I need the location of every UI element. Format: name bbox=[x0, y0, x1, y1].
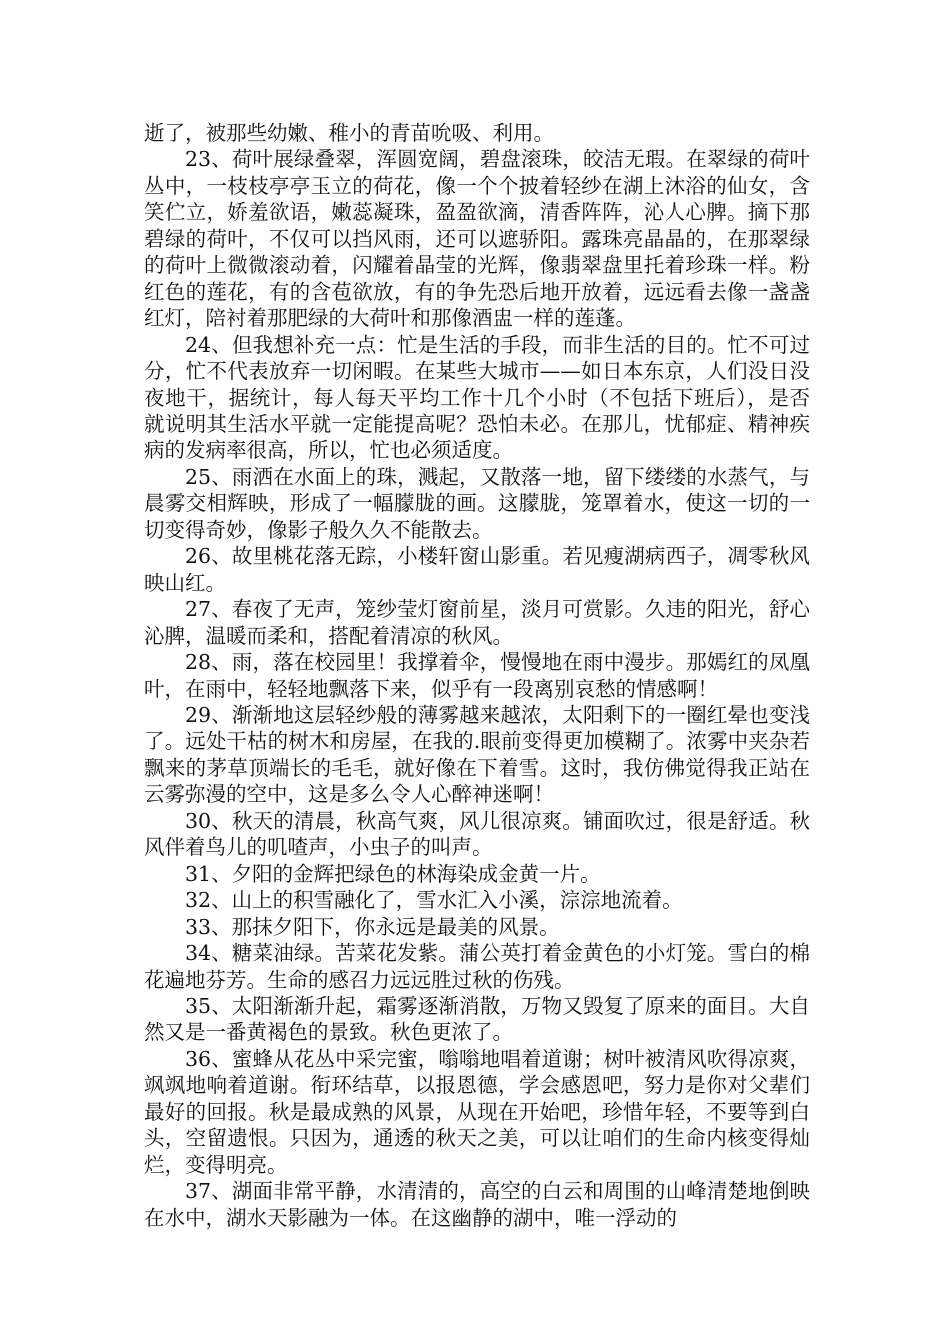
paragraph-36: 36、蜜蜂从花丛中采完蜜，嗡嗡地唱着道谢；树叶被清风吹得凉爽，飒飒地响着道谢。衔环结草，以报恩德，学会感恩吧，努力是你对父辈们最好的回报。秋是最成熟的风景，从现在开始吧，珍惜年轻，不要等到白头，空留遗恨。只因为，通透的秋天之美，可以让咱们的生命内核变得灿烂，变得明亮。 bbox=[144, 1046, 810, 1177]
paragraph-35: 35、太阳渐渐升起，霜雾逐渐消散，万物又毁复了原来的面目。大自然又是一番黄褐色的景致。秋色更浓了。 bbox=[144, 993, 810, 1045]
paragraph-26: 26、故里桃花落无踪，小楼轩窗山影重。若见瘦湖病西子，凋零秋风映山红。 bbox=[144, 544, 810, 595]
paragraph-24: 24、但我想补充一点：忙是生活的手段，而非生活的目的。忙不可过分，忙不代表放弃一切闲暇。在某些大城市——如日本东京，人们没日没夜地干，据统计，每人每天平均工作十几个小时（不包括下班后），是否就说明其生活水平就一定能提高呢？恐怕未必。在那儿，忧郁症、精神疾病的发病率很高，所以，忙也必须适度。 bbox=[144, 332, 810, 463]
paragraph-37: 37、湖面非常平静，水清清的，高空的白云和周围的山峰清楚地倒映在水中，湖水天影融为一体。在这幽静的湖中，唯一浮动的 bbox=[144, 1179, 810, 1230]
paragraph-28: 28、雨，落在校园里！我撑着伞，慢慢地在雨中漫步。那嫣红的凤凰叶，在雨中，轻轻地飘落下来，似乎有一段离别哀愁的情感啊！ bbox=[144, 650, 810, 701]
paragraph-25: 25、雨洒在水面上的珠，溅起，又散落一地，留下缕缕的水蒸气，与晨雾交相辉映，形成了一幅朦胧的画。这朦胧，笼罩着水，使这一切的一切变得奇妙，像影子般久久不能散去。 bbox=[144, 464, 810, 542]
paragraph-32: 32、山上的积雪融化了，雪水汇入小溪，淙淙地流着。 bbox=[185, 888, 683, 913]
paragraph-27: 27、春夜了无声，笼纱莹灯窗前星，淡月可赏影。久违的阳光，舒心沁脾，温暖而柔和，搭配着清凉的秋风。 bbox=[144, 597, 810, 648]
paragraph-29: 29、渐渐地这层轻纱般的薄雾越来越浓，太阳剩下的一圈红晕也变浅了。远处干枯的树木和房屋，在我的.眼前变得更加模糊了。浓雾中夹杂若飘来的茅草顶端长的毛毛，就好像在下着雪。这时，我仿佛觉得我正站在云雾弥漫的空中，这是多么令人心醉神迷啊！ bbox=[144, 702, 810, 807]
document-body bbox=[144, 120, 810, 1231]
paragraph-23: 23、荷叶展绿叠翠，浑圆宽阔，碧盘滚珠，皎洁无瑕。在翠绿的荷叶丛中，一枝枝亭亭玉立的荷花，像一个个披着轻纱在湖上沐浴的仙女，含笑伫立，娇羞欲语，嫩蕊凝珠，盈盈欲滴，清香阵阵，沁人心脾。摘下那碧绿的荷叶，不仅可以挡风雨，还可以遮骄阳。露珠亮晶晶的，在那翠绿的荷叶上微微滚动着，闪耀着晶莹的光辉，像翡翠盘里托着珍珠一样。粉红色的莲花，有的含苞欲放，有的争先恐后地开放着，远远看去像一盏盏红灯，陪衬着那肥绿的大荷叶和那像酒盅一样的莲蓬。 bbox=[144, 147, 810, 331]
paragraph-34: 34、糖菜油绿。苦菜花发紫。蒲公英打着金黄色的小灯笼。雪白的棉花遍地芬芳。生命的感召力远远胜过秋的伤残。 bbox=[144, 941, 810, 992]
paragraph-30: 30、秋天的清晨，秋高气爽，风儿很凉爽。铺面吹过，很是舒适。秋风伴着鸟儿的叽喳声，小虫子的叫声。 bbox=[144, 808, 810, 860]
paragraph-33: 33、那抹夕阳下，你永远是最美的风景。 bbox=[185, 914, 560, 939]
paragraph-continuation: 逝了，被那些幼嫩、稚小的青苗吮吸、利用。 bbox=[144, 121, 554, 145]
paragraph-31: 31、夕阳的金辉把绿色的林海染成金黄一片。 bbox=[185, 861, 601, 886]
